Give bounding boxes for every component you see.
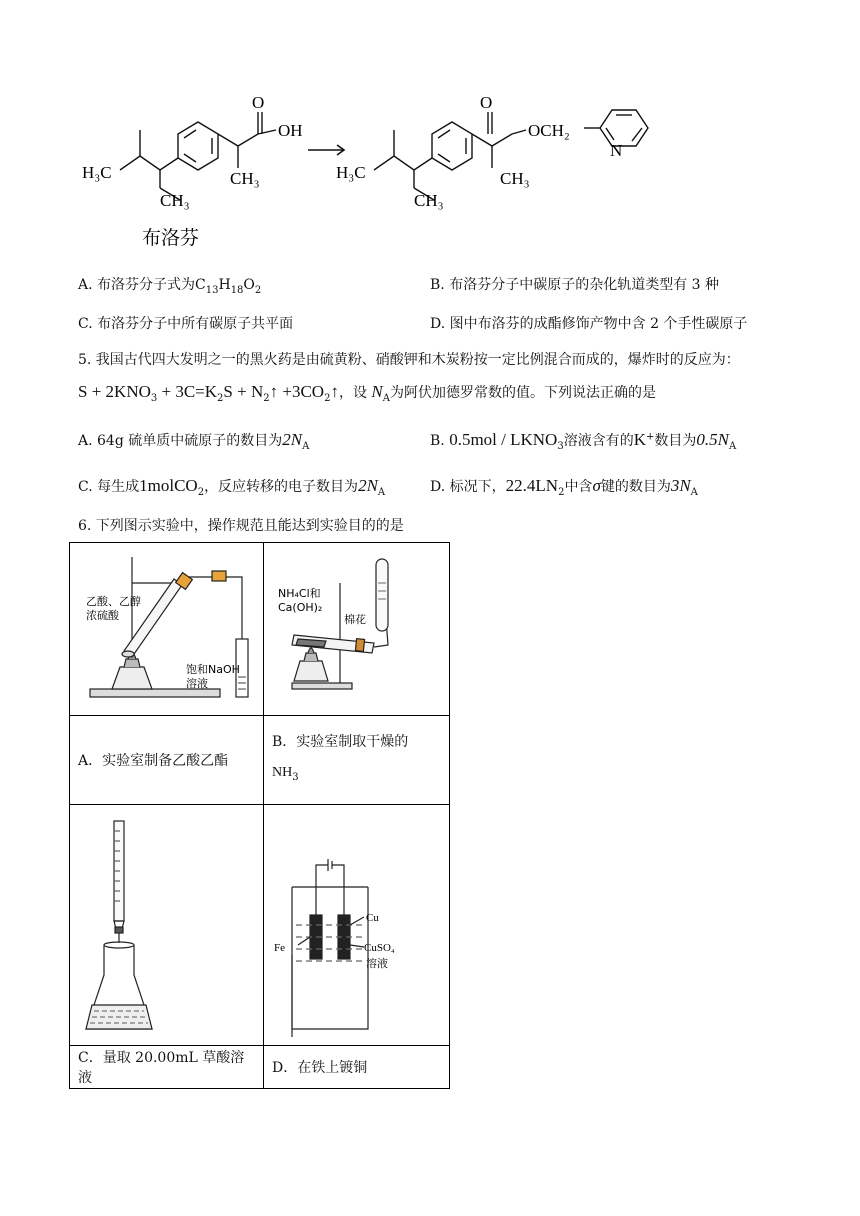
q5-stem: 5. 我国古代四大发明之一的黑火药是由硫黄粉、硝酸钾和木炭粉按一定比例混合而成的，爆炸时的反应为：: [78, 352, 740, 368]
right-alpha-ch3: CH₃: [500, 169, 530, 188]
cell-a-figure: [70, 543, 264, 716]
experiment-table: [69, 542, 450, 1089]
cell-b-caption: B．实验室制取干燥的 $NH_3$: [264, 716, 450, 805]
label-reagent-2: Ca(OH)₂: [278, 601, 323, 614]
right-ring-n: N: [610, 141, 623, 160]
label-trap-2: 溶液: [186, 677, 208, 690]
q4-option-d: D. 图中布洛芬的成酯修饰产物中含 2 个手性碳原子: [430, 316, 748, 332]
cell-a-caption: A．实验室制备乙酸乙酯: [70, 716, 264, 805]
q6-stem: 6. 下列图示实验中，操作规范且能达到实验目的的是: [78, 518, 404, 534]
right-ester-group: OCH₂: [528, 121, 570, 140]
q5-option-b: B. $0.5mol / LKNO_3$溶液含有的K+数目为$0.5N_A$: [430, 430, 737, 452]
cell-c-caption: C．量取 20.00mL 草酸溶液: [70, 1046, 264, 1089]
electroplating-apparatus: [264, 805, 449, 1041]
right-isobutyl-ch3: CH₃: [414, 191, 444, 210]
compound-name: 布洛芬: [142, 227, 200, 249]
esterification-apparatus: [70, 543, 263, 711]
label-reagents-2: 浓硫酸: [86, 609, 119, 622]
q5-option-d: D. 标况下，$22.4LN_2$中含σ键的数目为$3N_A$: [430, 476, 698, 498]
label-fe: Fe: [274, 942, 285, 954]
right-carbonyl-o: O: [480, 93, 493, 112]
burette-flask-apparatus: [70, 805, 263, 1041]
label-reagent-1: NH₄Cl和: [278, 587, 321, 600]
left-alpha-ch3: CH₃: [230, 169, 260, 188]
q4-option-a: A. 布洛芬分子式为$C_{13}H_{18}O_2$: [78, 277, 262, 296]
right-h3c: H₃C: [336, 163, 366, 182]
left-carbonyl-o: O: [252, 93, 265, 112]
left-acid-group: OH: [278, 121, 303, 140]
label-solution-2: 溶液: [366, 957, 388, 970]
ammonia-apparatus: [264, 543, 449, 711]
q4-option-c: C. 布洛芬分子中所有碳原子共平面: [78, 316, 294, 332]
label-cu: Cu: [366, 912, 379, 924]
q4-option-b: B. 布洛芬分子中碳原子的杂化轨道类型有 3 种: [430, 277, 719, 293]
q5-option-c: C. 每生成1molCO$_2$，反应转移的电子数目为$2N_A$: [78, 476, 386, 498]
cell-c-figure: [70, 805, 264, 1046]
q5-option-a: A. 64g 硫单质中硫原子的数目为$2N_A$: [78, 430, 310, 452]
label-reagents-1: 乙酸、乙醇: [86, 595, 141, 608]
label-trap-1: 饱和NaOH: [186, 663, 240, 676]
cell-d-figure: [264, 805, 450, 1046]
q5-equation: $S + 2KNO_3 + 3C=K_2S$ + $N_2↑$ $+3CO_2↑$，设 $N_A$为阿伏加德罗常数的值。下列说法正确的是: [78, 382, 656, 404]
label-cotton: 棉花: [344, 613, 366, 626]
reaction-arrow: [308, 145, 344, 155]
cell-d-caption: D．在铁上镀铜: [264, 1046, 450, 1089]
reaction-scheme: [80, 88, 670, 258]
left-h3c: H₃C: [82, 163, 112, 182]
label-solution-1: CuSO₄: [364, 942, 395, 954]
left-isobutyl-ch3: CH₃: [160, 191, 190, 210]
cell-b-figure: [264, 543, 450, 716]
